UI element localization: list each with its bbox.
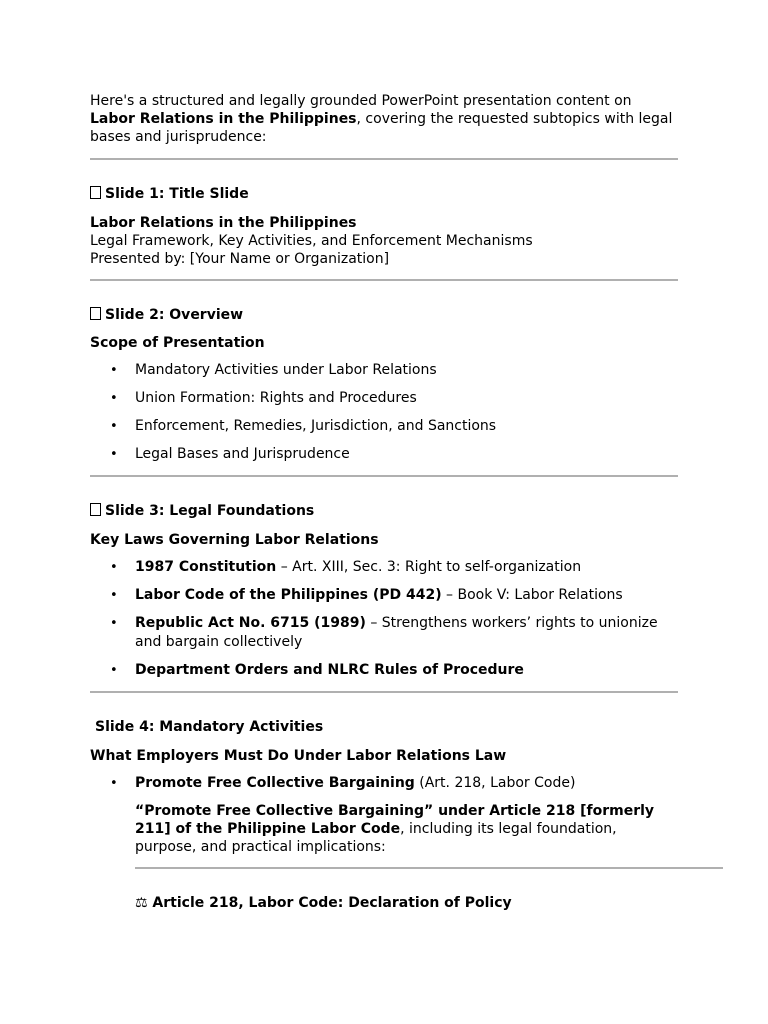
- bullet-icon: •: [110, 447, 118, 462]
- slide-3-heading-text: Slide 3: Legal Foundations: [105, 503, 315, 519]
- bullet-icon: •: [110, 776, 118, 791]
- slide-1-subtitle: Legal Framework, Key Activities, and Enforcement Mechanisms: [90, 233, 533, 249]
- bullet-icon: •: [110, 616, 118, 631]
- slide-3-subheading: Key Laws Governing Labor Relations: [90, 532, 379, 548]
- missing-glyph-icon: [90, 503, 101, 516]
- list-item-text: Enforcement, Remedies, Jurisdiction, and Sanctions: [135, 418, 497, 434]
- list-item: [90, 661, 678, 680]
- intro-text-before: Here's a structured and legally grounded PowerPoint presentation content on: [90, 93, 632, 109]
- missing-glyph-icon: [90, 307, 101, 320]
- slide-1-heading-text: Slide 1: Title Slide: [105, 186, 249, 202]
- slide-2-heading: [90, 306, 678, 324]
- law-name: Department Orders and NLRC Rules of Procedure: [135, 662, 524, 678]
- slide-3-heading: [90, 502, 678, 520]
- law-description: – Book V: Labor Relations: [441, 587, 623, 603]
- slide-2-subheading: Scope of Presentation: [90, 335, 265, 351]
- slide-4-heading: [90, 718, 678, 736]
- list-item: [90, 586, 678, 605]
- list-item: [90, 614, 678, 652]
- article-heading: ⚖ Article 218, Labor Code: Declaration of Policy: [135, 895, 512, 911]
- bullet-icon: •: [110, 588, 118, 603]
- divider: [90, 691, 678, 693]
- nested-text: , including its legal foundation, purpose, and practical implications:: [135, 821, 617, 855]
- law-name: 1987 Constitution: [135, 559, 277, 575]
- document-page: [90, 92, 678, 912]
- law-description: – Art. XIII, Sec. 3: Right to self-organization: [276, 559, 582, 575]
- divider: [90, 158, 678, 160]
- intro-paragraph: [90, 92, 678, 146]
- bullet-icon: •: [110, 391, 118, 406]
- slide-4-subheading: What Employers Must Do Under Labor Relations Law: [90, 748, 507, 764]
- nested-paragraph: [135, 802, 678, 856]
- intro-topic: Labor Relations in the Philippines: [90, 111, 357, 127]
- law-description: – Strengthens workers’ rights to unionize and bargain collectively: [135, 615, 658, 650]
- list-item: [90, 445, 678, 464]
- list-item: [90, 361, 678, 380]
- slide-2-heading-text: Slide 2: Overview: [105, 307, 244, 323]
- slide-4-list: [90, 774, 678, 793]
- list-item: [90, 417, 678, 436]
- divider: [90, 279, 678, 281]
- intro-text-after: , covering the requested subtopics with legal bases and jurisprudence:: [90, 111, 673, 145]
- bullet-icon: •: [110, 363, 118, 378]
- bullet-icon: •: [110, 560, 118, 575]
- slide-3-list: [90, 558, 678, 680]
- list-item: [90, 558, 678, 577]
- activity-name: Promote Free Collective Bargaining: [135, 775, 415, 791]
- missing-glyph-icon: [90, 186, 101, 199]
- list-item-text: Mandatory Activities under Labor Relations: [135, 362, 437, 378]
- list-item-text: Union Formation: Rights and Procedures: [135, 390, 417, 406]
- activity-reference: (Art. 218, Labor Code): [414, 775, 576, 791]
- list-item-text: Legal Bases and Jurisprudence: [135, 446, 350, 462]
- list-item: [90, 389, 678, 408]
- bullet-icon: •: [110, 663, 118, 678]
- slide-2-list: [90, 361, 678, 464]
- nested-bold-text: “Promote Free Collective Bargaining” under Article 218 [formerly 211] of the Philippine Labor Code: [135, 803, 655, 837]
- slide-1-heading: [90, 185, 678, 203]
- divider: [90, 475, 678, 477]
- nested-divider: [135, 867, 723, 869]
- bullet-icon: •: [110, 419, 118, 434]
- law-name: Republic Act No. 6715 (1989): [135, 615, 366, 631]
- law-name: Labor Code of the Philippines (PD 442): [135, 587, 442, 603]
- list-item: [90, 774, 678, 793]
- slide-4-heading-text: Slide 4: Mandatory Activities: [95, 719, 324, 735]
- slide-1-presenter: Presented by: [Your Name or Organization]: [90, 251, 390, 267]
- slide-1-title: Labor Relations in the Philippines: [90, 215, 357, 231]
